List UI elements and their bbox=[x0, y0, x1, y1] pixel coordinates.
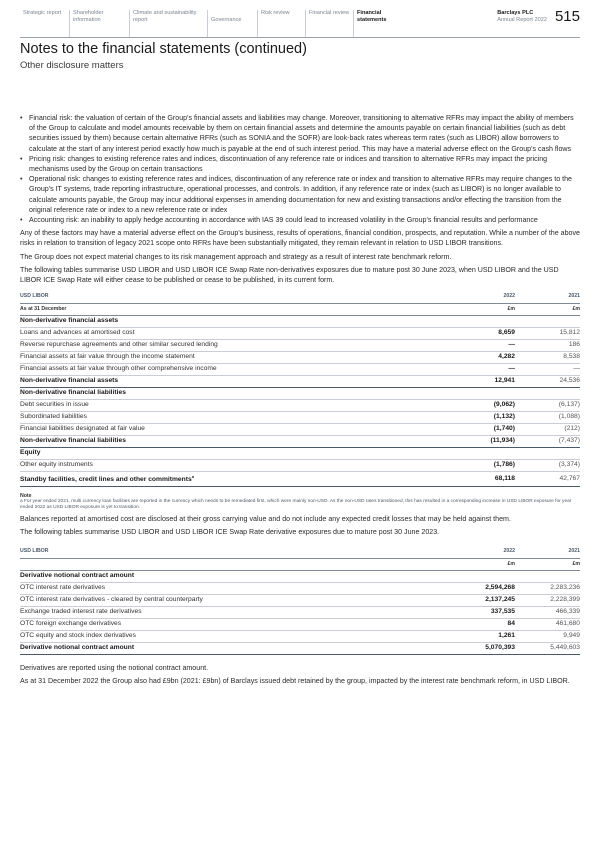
nav-strategic-report[interactable]: Strategic report bbox=[20, 10, 70, 37]
table-row bbox=[20, 618, 580, 630]
row-label: Exchange traded interest rate derivatives bbox=[20, 606, 450, 618]
table-row bbox=[20, 582, 580, 594]
value-2021: (6,137) bbox=[515, 399, 580, 411]
main-content bbox=[20, 113, 580, 686]
table-row bbox=[20, 327, 580, 339]
page-title: Notes to the financial statements (continued) bbox=[20, 41, 307, 57]
value-2021: (7,437) bbox=[515, 435, 580, 447]
row-label: Non-derivative financial assets bbox=[20, 375, 450, 387]
value-2022: 12,941 bbox=[450, 375, 515, 387]
top-navigation bbox=[20, 10, 580, 38]
nav-climate-sustainability-report[interactable]: Climate and sustainability report bbox=[130, 10, 208, 37]
value-2022: (1,740) bbox=[450, 423, 515, 435]
column-header-2022: 2022 bbox=[450, 541, 515, 558]
column-header-2021: 2021 bbox=[515, 290, 580, 303]
value-2021: (3,374) bbox=[515, 459, 580, 471]
report-name: Annual Report 2022 bbox=[497, 16, 547, 23]
table-row bbox=[20, 630, 580, 642]
table-row bbox=[20, 387, 580, 399]
paragraph: The following tables summarise USD LIBOR and USD LIBOR ICE Swap Rate non-derivatives exposures due to mature post 30 June 2023, when USD LIBOR and the USD LIBOR ICE Swap Rate will either cease to be published or cease to be published, in its current form. bbox=[20, 265, 559, 285]
value-2022: 68,118 bbox=[450, 471, 515, 486]
value-2021: 461,680 bbox=[515, 618, 580, 630]
value-2022: — bbox=[450, 363, 515, 375]
paragraph: Derivatives are reported using the notional contract amount. bbox=[20, 663, 209, 672]
column-header-2022: 2022 bbox=[450, 290, 515, 303]
row-label: Financial assets at fair value through the income statement bbox=[20, 351, 450, 363]
row-label: Subordinated liabilities bbox=[20, 411, 450, 423]
value-2021: 9,949 bbox=[515, 630, 580, 642]
nav-governance[interactable]: Governance bbox=[208, 10, 258, 37]
unit-label: £m bbox=[515, 303, 580, 315]
value-2021: 8,538 bbox=[515, 351, 580, 363]
table-total-row bbox=[20, 435, 580, 447]
value-2022: (11,934) bbox=[450, 435, 515, 447]
table-row bbox=[20, 351, 580, 363]
row-label: OTC interest rate derivatives - cleared by central counterparty bbox=[20, 594, 450, 606]
value-2022: 4,282 bbox=[450, 351, 515, 363]
table-unit-row bbox=[20, 303, 580, 315]
row-label: OTC foreign exchange derivatives bbox=[20, 618, 450, 630]
value-2022: 84 bbox=[450, 618, 515, 630]
table-header-row bbox=[20, 290, 580, 303]
unit-label: £m bbox=[450, 558, 515, 570]
nav-risk-review[interactable]: Risk review bbox=[258, 10, 306, 37]
table-row bbox=[20, 447, 580, 459]
table-unit-row bbox=[20, 558, 580, 570]
table-title: USD LIBOR bbox=[20, 290, 450, 303]
page-number: 515 bbox=[554, 8, 580, 25]
value-2022: 1,261 bbox=[450, 630, 515, 642]
value-2021: 24,536 bbox=[515, 375, 580, 387]
table-header-row bbox=[20, 541, 580, 558]
row-label: Other equity instruments bbox=[20, 459, 450, 471]
table-row bbox=[20, 411, 580, 423]
paragraph: Any of these factors may have a material adverse effect on the Group's business, results of operations, financial condition, prospects, and reputation. While a number of the above risks in relation to transition of legacy 2021 scope onto RFRs have been substantially mitigated, they remain relevant in relation to USD LIBOR transitions. bbox=[20, 229, 580, 248]
value-2021: 42,767 bbox=[515, 471, 580, 486]
row-label: Loans and advances at amortised cost bbox=[20, 327, 450, 339]
value-2022: 8,659 bbox=[450, 327, 515, 339]
table-row bbox=[20, 606, 580, 618]
row-label: Non-derivative financial liabilities bbox=[20, 435, 450, 447]
value-2021: 2,228,399 bbox=[515, 594, 580, 606]
table-title: USD LIBOR bbox=[20, 541, 450, 558]
value-2021: 15,812 bbox=[515, 327, 580, 339]
table-row bbox=[20, 399, 580, 411]
note-text: a For year ended 2021, multi currency loan facilities are reported in the currency which needs to be remediated first, which were mainly non-USD. As the non-USD rates transitioned, this has resulted in a corresponding increase in USD LIBOR exposure for year ended 2022 as USD LIBOR exposure is yet to transition. bbox=[20, 498, 572, 510]
table-row bbox=[20, 459, 580, 471]
value-2021: 466,339 bbox=[515, 606, 580, 618]
unit-label: £m bbox=[515, 558, 580, 570]
table-note bbox=[20, 493, 580, 511]
table-row bbox=[20, 423, 580, 435]
table-row bbox=[20, 315, 580, 327]
nav-shareholder-information[interactable]: Shareholder information bbox=[70, 10, 130, 37]
list-item: • Operational risk: changes to existing reference rates and indices, discontinuation of any reference rate or index and transition to alternative RFRs may require changes to the Group's IT systems, trade reporting infrastructure, operational processes, and controls. In addition, if any reference rate or index (such as LIBOR) is no longer available to calculate amounts payable, the Group may incur additional expenses in amending documentation for new and existing transactions and/or effecting the transition from the original reference rate or index to a new reference rate or index bbox=[20, 174, 580, 215]
org-name: Barclays PLC bbox=[497, 10, 534, 16]
value-2021: 186 bbox=[515, 339, 580, 351]
as-at-label: As at 31 December bbox=[20, 303, 450, 315]
row-label: Debt securities in issue bbox=[20, 399, 450, 411]
paragraph: The following tables summarise USD LIBOR and USD LIBOR ICE Swap Rate derivative exposures due to mature post 30 June 2023. bbox=[20, 528, 440, 537]
value-2021: 2,283,236 bbox=[515, 582, 580, 594]
report-identity bbox=[497, 10, 580, 37]
value-2021: (212) bbox=[515, 423, 580, 435]
row-label-text: Standby facilities, credit lines and other commitments bbox=[20, 476, 192, 484]
paragraph: Balances reported at amortised cost are disclosed at their gross carrying value and do not include any expected credit losses that may be held against them. bbox=[20, 514, 511, 523]
row-label: Equity bbox=[20, 447, 450, 459]
list-item: • Pricing risk: changes to existing reference rates and indices, discontinuation of any reference rate or indices and transition to alternative RFRs may impact the pricing mechanisms used by the Group on certain transactions bbox=[20, 154, 580, 174]
list-item: • Accounting risk: an inability to apply hedge accounting in accordance with IAS 39 could lead to increased volatility in the Group's financial results and performance bbox=[20, 215, 580, 225]
row-label: OTC interest rate derivatives bbox=[20, 582, 450, 594]
table-total-row bbox=[20, 471, 580, 486]
row-label: Derivative notional contract amount bbox=[20, 642, 450, 654]
non-derivative-exposure-table bbox=[20, 290, 580, 487]
value-2022: (1,132) bbox=[450, 411, 515, 423]
value-2021: 5,449,603 bbox=[515, 642, 580, 654]
derivative-exposure-table bbox=[20, 541, 580, 655]
value-2022: 2,594,268 bbox=[450, 582, 515, 594]
value-2022: 337,535 bbox=[450, 606, 515, 618]
value-2022: 2,137,245 bbox=[450, 594, 515, 606]
table-row bbox=[20, 363, 580, 375]
note-heading: Note bbox=[20, 492, 32, 499]
table-row bbox=[20, 570, 580, 582]
value-2021: — bbox=[515, 363, 580, 375]
value-2022: (1,786) bbox=[450, 459, 515, 471]
row-label bbox=[20, 471, 450, 486]
paragraph: The Group does not expect material changes to its risk management approach and strategy as a result of interest rate benchmark reform. bbox=[20, 252, 452, 261]
footnote-mark: a bbox=[191, 474, 194, 480]
table-total-row bbox=[20, 375, 580, 387]
row-label: Non-derivative financial liabilities bbox=[20, 387, 450, 399]
nav-financial-statements[interactable]: Financial statements bbox=[357, 10, 387, 23]
row-label: Financial assets at fair value through other comprehensive income bbox=[20, 363, 450, 375]
page-subtitle: Other disclosure matters bbox=[20, 60, 124, 71]
value-2022: (9,062) bbox=[450, 399, 515, 411]
row-label: OTC equity and stock index derivatives bbox=[20, 630, 450, 642]
value-2022: 5,070,393 bbox=[450, 642, 515, 654]
nav-financial-review[interactable]: Financial review bbox=[306, 10, 354, 37]
row-label: Financial liabilities designated at fair value bbox=[20, 423, 450, 435]
unit-label: £m bbox=[450, 303, 515, 315]
column-header-2021: 2021 bbox=[515, 541, 580, 558]
report-identity-text bbox=[497, 10, 547, 23]
row-label: Reverse repurchase agreements and other similar secured lending bbox=[20, 339, 450, 351]
table-row bbox=[20, 339, 580, 351]
table-total-row bbox=[20, 642, 580, 654]
list-item: • Financial risk: the valuation of certain of the Group's financial assets and liabilities may change. Moreover, transitioning to alternative RFRs may impact the ability of members of the Group to calculate and model amounts receivable by them on certain financial assets and determine the amounts payable on certain financial liabilities (such as debt securities issued by them) because certain alternative RFRs (such as SONIA and the SOFR) are look-back rates whereas term rates (such as LIBOR) allow borrowers to calculate at the start of any interest period exactly how much is payable at the end of such interest period. This may have a material adverse effect on the Group's cash flows bbox=[20, 113, 580, 154]
risk-list bbox=[20, 113, 580, 225]
paragraph: As at 31 December 2022 the Group also had £9bn (2021: £9bn) of Barclays issued debt retained by the group, impacted by the interest rate benchmark reform, in USD LIBOR. bbox=[20, 677, 570, 686]
table-row bbox=[20, 594, 580, 606]
value-2022: — bbox=[450, 339, 515, 351]
row-label: Non-derivative financial assets bbox=[20, 315, 450, 327]
row-label: Derivative notional contract amount bbox=[20, 570, 450, 582]
value-2021: (1,088) bbox=[515, 411, 580, 423]
